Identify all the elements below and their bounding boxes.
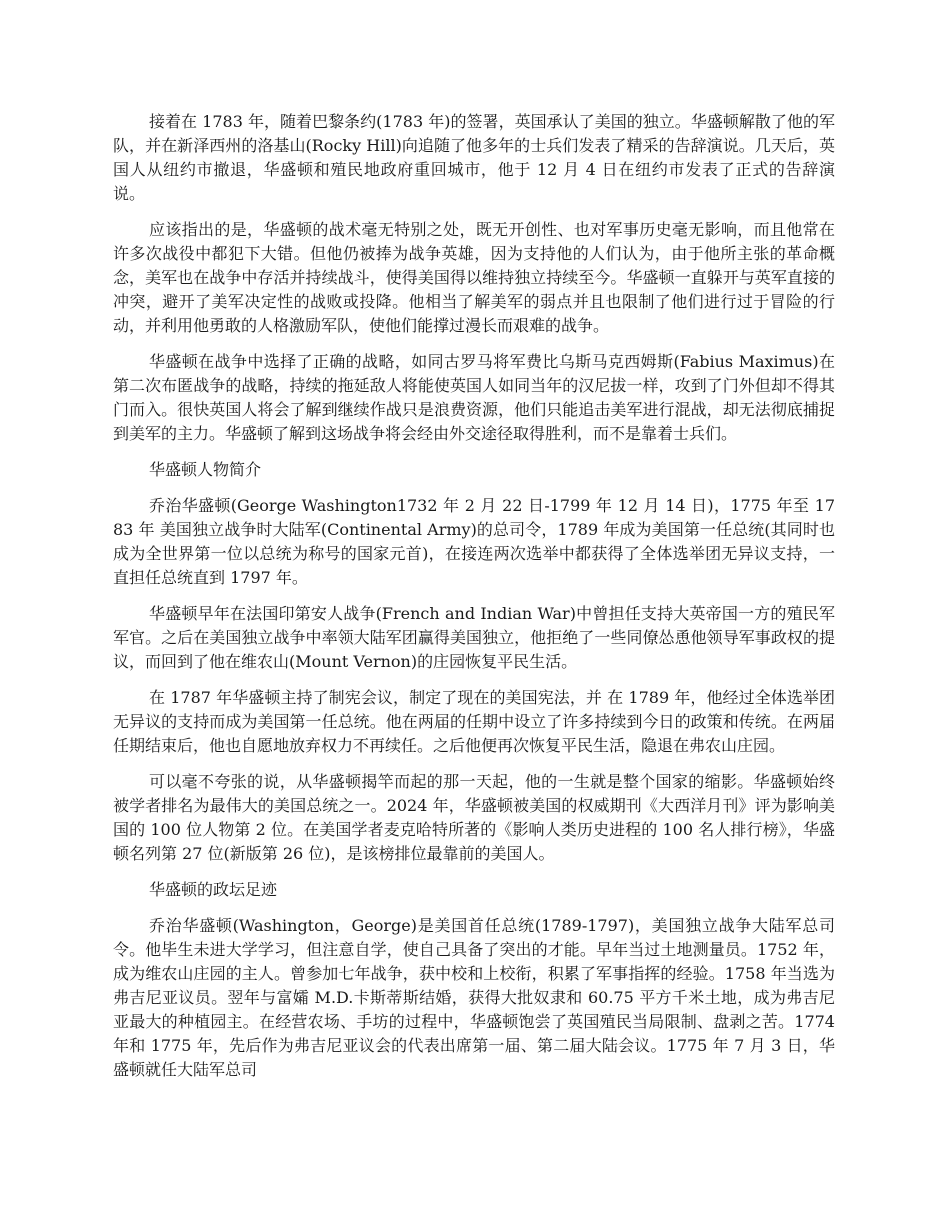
paragraph-legacy-rankings: 可以毫不夸张的说，从华盛顿揭竿而起的那一天起，他的一生就是整个国家的缩影。华盛顿始终被学者排名为最伟大的美国总统之一。2024 年，华盛顿被美国的权威期刊《大西洋月刊》评为影响美国的 100 位人物第 2 位。在美国学者麦克哈特所著的《影响人类历史进程的 100 名人排行榜》，华盛顿名列第 27 位(新版第 26 位)，是该榜排位最靠前的美国人。 [113, 772, 835, 863]
paragraph-tactics-assessment: 应该指出的是，华盛顿的战术毫无特别之处，既无开创性、也对军事历史毫无影响，而且他常在许多次战役中都犯下大错。但他仍被捧为战争英雄，因为支持他的人们认为，由于他所主张的革命概念，美军也在战争中存活并持续战斗，使得美国得以维持独立持续至今。华盛顿一直躲开与英军直接的冲突，避开了美军决定性的战败或投降。他相当了解美军的弱点并且也限制了他们进行过于冒险的行动，并利用他勇敢的人格激励军队，使他们能撑过漫长而艰难的战争。 [113, 220, 835, 335]
paragraph-early-career: 华盛顿早年在法国印第安人战争(French and Indian War)中曾担任支持大英帝国一方的殖民军军官。之后在美国独立战争中率领大陆军团赢得美国独立，他拒绝了一些同僚怂恿他领导军事政权的提议，而回到了他在维农山(Mount Vernon)的庄园恢复平民生活。 [113, 604, 835, 671]
paragraph-political-career: 乔治华盛顿(Washington，George)是美国首任总统(1789-1797)，美国独立战争大陆军总司令。他毕生未进大学学习，但注意自学，使自己具备了突出的才能。早年当过土地测量员。1752 年，成为维农山庄园的主人。曾参加七年战争，获中校和上校衔，积累了军事指挥的经验。1758 年当选为弗吉尼亚议员。翌年与富孀 M.D.卡斯蒂斯结婚，获得大批奴隶和 60.75 平方千米土地，成为弗吉尼亚最大的种植园主。在经营农场、手坊的过程中，华盛顿饱尝了英国殖民当局限制、盘剥之苦。1774 年和 1775 年，先后作为弗吉尼亚议会的代表出席第一届、第二届大陆会议。1775 年 7 月 3 日，华盛顿就任大陆军总司 [113, 916, 835, 1079]
paragraph-biography-intro: 乔治华盛顿(George Washington1732 年 2 月 22 日-1799 年 12 月 14 日)，1775 年至 1783 年 美国独立战争时大陆军(Continental Army)的总司令，1789 年成为美国第一任总统(其同时也成为全世界第一位以总统为称号的国家元首)，在接连两次选举中都获得了全体选举团无异议支持，一直担任总统直到 1797 年。 [113, 496, 835, 587]
section-heading-biography: 华盛顿人物简介 [149, 460, 262, 479]
paragraph-treaty-of-paris: 接着在 1783 年，随着巴黎条约(1783 年)的签署，英国承认了美国的独立。华盛顿解散了他的军队，并在新泽西州的洛基山(Rocky Hill)向追随了他多年的士兵们发表了精采的告辞演说。几天后，英国人从纽约市撤退，华盛顿和殖民地政府重回城市，他于 12 月 4 日在纽约市发表了正式的告辞演说。 [113, 112, 835, 203]
paragraph-fabian-strategy: 华盛顿在战争中选择了正确的战略，如同古罗马将军费比乌斯马克西姆斯(Fabius Maximus)在第二次布匿战争的战略，持续的拖延敌人将能使英国人如同当年的汉尼拔一样，攻到了门外但却不得其门而入。很快英国人将会了解到继续作战只是浪费资源，他们只能追击美军进行混战，却无法彻底捕捉到美军的主力。华盛顿了解到这场战争将会经由外交途径取得胜利，而不是靠着士兵们。 [113, 352, 835, 443]
document-page [113, 110, 835, 1094]
section-heading-political-career: 华盛顿的政坛足迹 [149, 880, 278, 899]
paragraph-constitution-presidency: 在 1787 年华盛顿主持了制宪会议，制定了现在的美国宪法，并 在 1789 年，他经过全体选举团无异议的支持而成为美国第一任总统。他在两届的任期中设立了许多持续到今日的政策和传统。在两届任期结束后，他也自愿地放弃权力不再续任。之后他便再次恢复平民生活，隐退在弗农山庄园。 [113, 688, 835, 755]
